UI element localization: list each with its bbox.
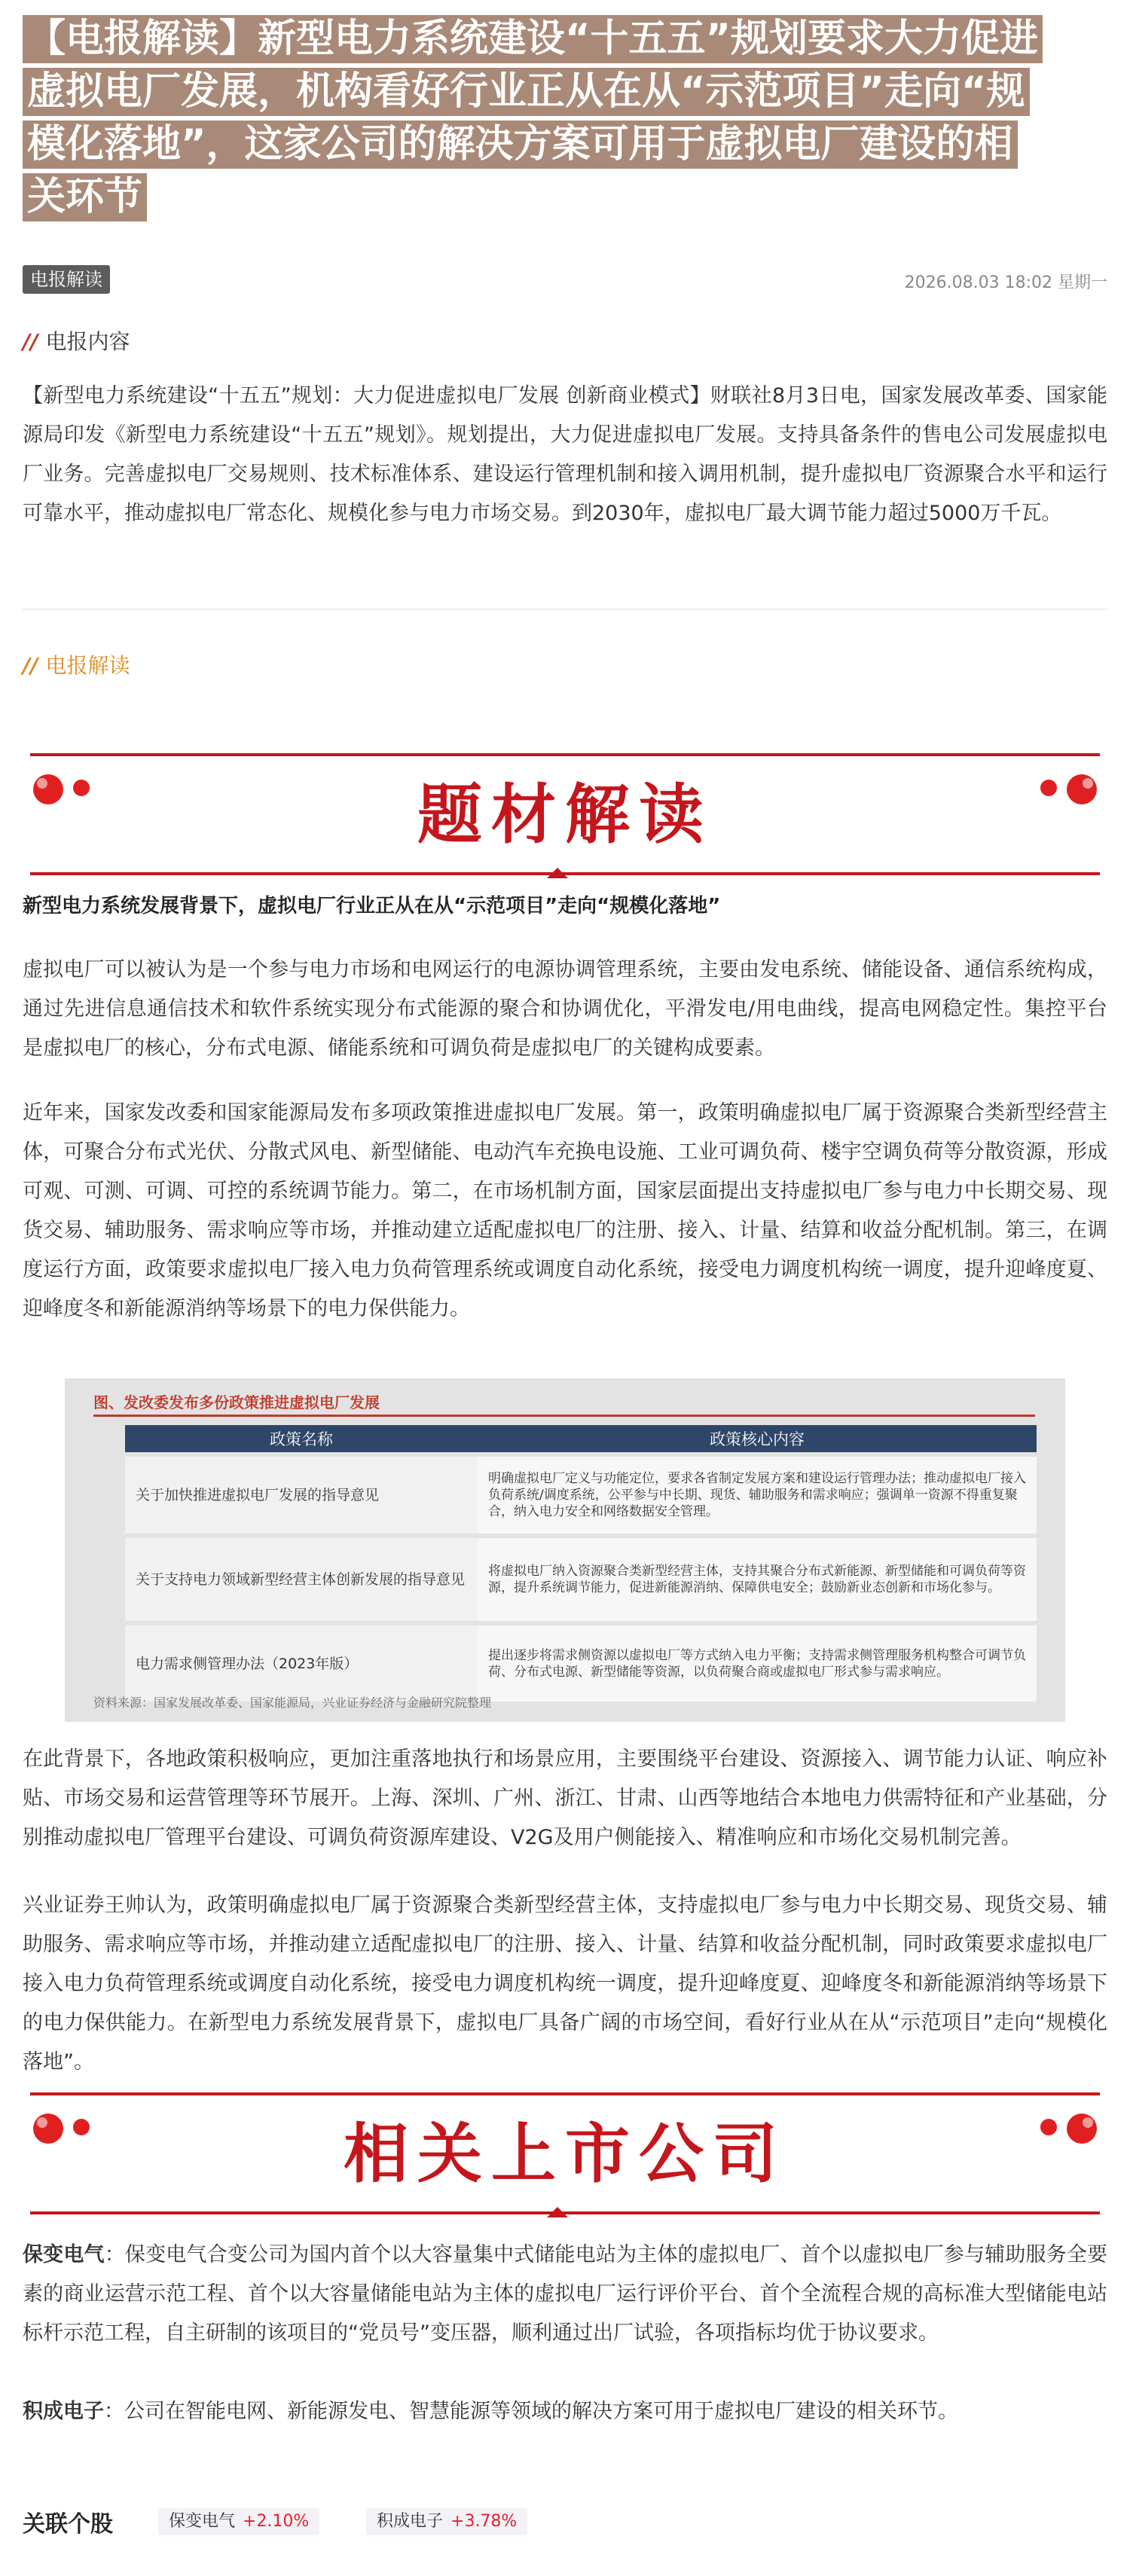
company-item	[23, 2236, 1107, 2353]
headline-line: 模化落地”，这家公司的解决方案可用于虚拟电厂建设的相	[23, 121, 1018, 169]
body-paragraph: 在此背景下，各地政策积极响应，更加注重落地执行和场景应用，主要围绕平台建设、资源接入、调节能力认证、响应补贴、市场交易和运营管理等环节展开。上海、深圳、广州、浙江、甘肃、山西等地结合本地电力供需特征和产业基础，分别推动虚拟电厂管理平台建设、可调负荷资源库建设、V2G及用户侧能接入、精准响应和市场化交易机制完善。	[23, 1747, 1107, 1849]
figure-source: 资料来源：国家发展改革委、国家能源局，兴业证券经济与金融研究院整理	[93, 1695, 492, 1710]
stock-change: +2.10%	[243, 2512, 310, 2531]
subheading: 新型电力系统发展背景下，虚拟电厂行业正从在从“示范项目”走向“规模化落地”	[23, 895, 721, 917]
figure-title: 图、发改委发布多份政策推进虚拟电厂发展	[93, 1393, 380, 1412]
company-name[interactable]: 保变电气	[23, 2243, 105, 2266]
category-tag[interactable]: 电报解读	[23, 265, 110, 294]
headline-line: 【电报解读】新型电力系统建设“十五五”规划要求大力促进	[23, 15, 1043, 63]
section-header-interpret	[23, 649, 130, 679]
stock-chip[interactable]	[366, 2508, 527, 2535]
figure-title-bar	[93, 1390, 1035, 1417]
banner-title: 相关上市公司	[344, 2116, 786, 2192]
slash-icon: //	[23, 329, 38, 354]
policy-figure	[65, 1378, 1065, 1722]
article-headline	[23, 15, 1107, 226]
table-header: 政策核心内容	[478, 1425, 1037, 1454]
article-meta	[23, 264, 1107, 297]
body-paragraph: 近年来，国家发改委和国家能源局发布多项政策推进虚拟电厂发展。第一，政策明确虚拟电厂属于资源聚合类新型经营主体，可聚合分布式光伏、分散式风电、新型储能、电动汽车充换电设施、工业可调负荷、楼宇空调负荷等分散资源，形成可观、可测、可调、可控的系统调节能力。第二，在市场机制方面，国家层面提出支持虚拟电厂参与电力中长期交易、现货交易、辅助服务、需求响应等市场，并推动建立适配虚拟电厂的注册、接入、计量、结算和收益分配机制。第三，在调度运行方面，政策要求虚拟电厂接入电力负荷管理系统或调度自动化系统，接受电力调度机构统一调度，提升迎峰度夏、迎峰度冬和新能源消纳等场景下的电力保供能力。	[23, 1101, 1107, 1320]
section-label: 电报内容	[45, 329, 130, 354]
body-paragraph: 虚拟电厂可以被认为是一个参与电力市场和电网运行的电源协调管理系统，主要由发电系统、储能设备、通信系统构成，通过先进信息通信技术和软件系统实现分布式能源的聚合和协调优化，平滑发电/用电曲线，提高电网稳定性。集控平台是虚拟电厂的核心，分布式电源、储能系统和可调负荷是虚拟电厂的关键构成要素。	[23, 958, 1107, 1060]
policy-table	[125, 1425, 1037, 1702]
company-sep: ：	[104, 2243, 125, 2266]
divider	[23, 609, 1107, 610]
policy-name: 电力需求侧管理办法（2023年版）	[125, 1623, 478, 1702]
slash-icon: //	[23, 653, 38, 678]
companies-banner	[30, 2085, 1100, 2220]
company-text: 保变电气合变公司为国内首个以大容量集中式储能电站为主体的虚拟电厂、首个以虚拟电厂参与辅助服务全要素的商业运营示范工程、首个以大容量储能电站为主体的虚拟电厂运行评价平台、首个全流程合规的高标准大型储能电站标杆示范工程，自主研制的该项目的“党员号”变压器，顺利通过出厂试验，各项指标均优于协议要求。	[23, 2243, 1108, 2345]
stock-change: +3.78%	[450, 2512, 518, 2531]
section-header-content	[23, 325, 130, 356]
headline-line: 虚拟电厂发展，机构看好行业正从在从“示范项目”走向“规	[23, 68, 1030, 116]
banner-title: 题材解读	[417, 777, 713, 853]
policy-content: 将虚拟电厂纳入资源聚合类新型经营主体，支持其聚合分布式新能源、新型储能和可调负荷等资源，提升系统调节能力，促进新能源消纳、保障供电安全；鼓励新业态创新和市场化参与。	[478, 1536, 1037, 1623]
stock-chip[interactable]	[158, 2508, 319, 2535]
table-header-row	[125, 1425, 1037, 1454]
table-row	[125, 1454, 1037, 1536]
policy-content: 提出逐步将需求侧资源以虚拟电厂等方式纳入电力平衡；支持需求侧管理服务机构整合可调节负荷、分布式电源、新型储能等资源，以负荷聚合商或虚拟电厂形式参与需求响应。	[478, 1623, 1037, 1702]
headline-line: 关环节	[23, 173, 147, 221]
stock-name: 保变电气	[169, 2512, 236, 2531]
related-label: 关联个股	[23, 2511, 113, 2538]
policy-name: 关于支持电力领域新型经营主体创新发展的指导意见	[125, 1536, 478, 1623]
table-row	[125, 1623, 1037, 1702]
company-sep: ：	[104, 2400, 124, 2423]
publish-datetime: 2026.08.03 18:02 星期一	[904, 273, 1107, 292]
policy-name: 关于加快推进虚拟电厂发展的指导意见	[125, 1454, 478, 1536]
company-name[interactable]: 积成电子	[23, 2400, 104, 2423]
stock-name: 积成电子	[377, 2512, 444, 2531]
telegraph-content: 【新型电力系统建设“十五五”规划：大力促进虚拟电厂发展 创新商业模式】财联社8月3日电，国家发展改革委、国家能源局印发《新型电力系统建设“十五五”规划》。规划提出，大力促进虚拟电厂发展。支持具备条件的售电公司发展虚拟电厂业务。完善虚拟电厂交易规则、技术标准体系、建设运行管理机制和接入调用机制，提升虚拟电厂资源聚合水平和运行可靠水平，推动虚拟电厂常态化、规模化参与电力市场交易。到2030年，虚拟电厂最大调节能力超过5000万千瓦。	[23, 384, 1107, 525]
related-stocks	[23, 2501, 1107, 2546]
body-paragraph: 兴业证券王帅认为，政策明确虚拟电厂属于资源聚合类新型经营主体，支持虚拟电厂参与电力中长期交易、现货交易、辅助服务、需求响应等市场，并推动建立适配虚拟电厂的注册、接入、计量、结算和收益分配机制，同时政策要求虚拟电厂接入电力负荷管理系统或调度自动化系统，接受电力调度机构统一调度，提升迎峰度夏、迎峰度冬和新能源消纳等场景下的电力保供能力。在新型电力系统发展背景下，虚拟电厂具备广阔的市场空间，看好行业从在从“示范项目”走向“规模化落地”。	[23, 1894, 1107, 2074]
policy-content: 明确虚拟电厂定义与功能定位，要求各省制定发展方案和建设运行管理办法；推动虚拟电厂接入负荷系统/调度系统，公平参与中长期、现货、辅助服务和需求响应；强调单一资源不得重复聚合，纳入电力安全和网络数据安全管理。	[478, 1454, 1037, 1536]
company-text: 公司在智能电网、新能源发电、智慧能源等领域的解决方案可用于虚拟电厂建设的相关环节。	[124, 2400, 958, 2423]
section-label: 电报解读	[45, 653, 130, 678]
table-header: 政策名称	[125, 1425, 478, 1454]
topic-banner	[30, 746, 1100, 881]
table-row	[125, 1536, 1037, 1623]
company-item	[23, 2392, 1107, 2431]
